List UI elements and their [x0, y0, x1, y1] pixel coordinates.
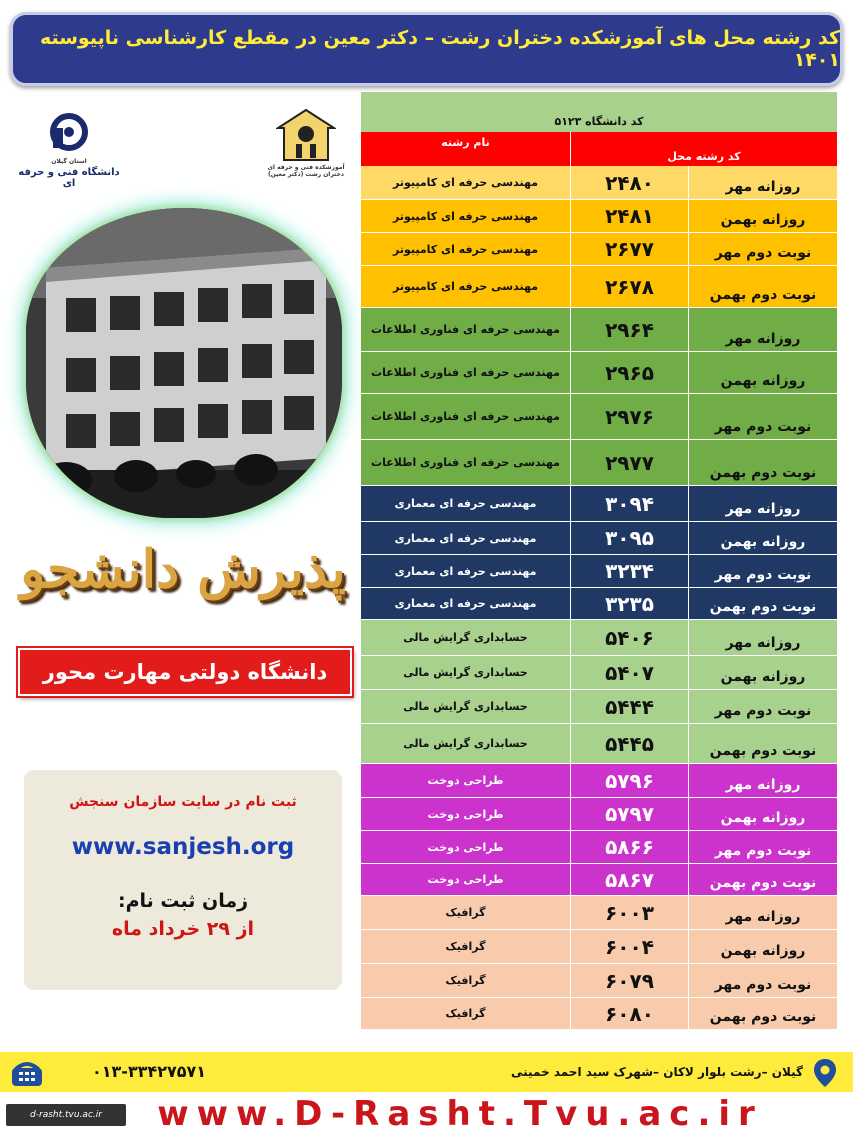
program-name: حسابداری گرایش مالی — [361, 656, 571, 689]
site-badge: d-rasht.tvu.ac.ir — [6, 1104, 126, 1126]
tvu-emblem-icon — [39, 108, 99, 156]
program-shift: روزانه بهمن — [720, 212, 806, 228]
program-code: ۳۲۳۴ — [571, 555, 689, 587]
programs-table — [361, 92, 837, 1050]
left-column — [0, 90, 360, 1050]
sanjesh-link[interactable]: www.sanjesh.org — [71, 834, 295, 860]
program-name: مهندسی حرفه ای کامپیوتر — [361, 233, 571, 265]
program-shift: نوبت دوم بهمن — [709, 465, 817, 481]
program-code: ۶۰۷۹ — [571, 964, 689, 997]
page-title: کد رشته محل های آموزشکده دختران رشت – دکتر معین در مقطع کارشناسی ناپیوسته ۱۴۰۱ — [39, 27, 840, 71]
program-name: مهندسی حرفه ای فناوری اطلاعات — [361, 440, 571, 485]
program-shift: روزانه بهمن — [720, 373, 806, 389]
program-code: ۳۰۹۴ — [571, 486, 689, 521]
table-row — [361, 233, 837, 266]
program-code: ۲۶۷۷ — [571, 233, 689, 265]
register-time: از ۲۹ خرداد ماه — [111, 918, 255, 940]
table-row — [361, 522, 837, 555]
program-shift: نوبت دوم بهمن — [709, 743, 817, 759]
program-name: حسابداری گرایش مالی — [361, 724, 571, 763]
program-shift: روزانه مهر — [725, 331, 801, 347]
program-name: مهندسی حرفه ای کامپیوتر — [361, 266, 571, 307]
program-code: ۵۴۰۶ — [571, 620, 689, 655]
program-name: گرافیک — [361, 998, 571, 1029]
admission-title: پذیرش دانشجو — [20, 539, 346, 600]
tvu-province: استان گیلان — [51, 158, 87, 165]
table-row — [361, 831, 837, 864]
program-code: ۵۸۶۷ — [571, 864, 689, 895]
program-shift: روزانه بهمن — [720, 810, 806, 826]
program-name: طراحی دوخت — [361, 798, 571, 830]
program-shift: روزانه مهر — [725, 179, 801, 195]
program-name: گرافیک — [361, 930, 571, 963]
program-shift: نوبت دوم مهر — [714, 977, 812, 993]
skill-university-text: دانشگاه دولتی مهارت محور — [42, 660, 328, 684]
table-row — [361, 166, 837, 200]
program-name: طراحی دوخت — [361, 864, 571, 895]
program-shift: روزانه بهمن — [720, 943, 806, 959]
program-shift: نوبت دوم مهر — [714, 245, 812, 261]
program-code: ۵۷۹۷ — [571, 798, 689, 830]
table-row — [361, 690, 837, 724]
program-name: مهندسی حرفه ای فناوری اطلاعات — [361, 308, 571, 351]
university-code-row — [361, 92, 837, 132]
table-row — [361, 764, 837, 798]
location-pin-icon — [813, 1058, 837, 1088]
table-row — [361, 896, 837, 930]
program-code: ۵۷۹۶ — [571, 764, 689, 797]
program-shift: نوبت دوم مهر — [714, 703, 812, 719]
table-row — [361, 656, 837, 690]
table-row — [361, 864, 837, 896]
table-header — [361, 132, 837, 166]
program-shift: نوبت دوم مهر — [714, 567, 812, 583]
program-code: ۲۴۸۱ — [571, 200, 689, 232]
footer-phone: ۰۱۳-۳۳۴۲۷۵۷۱ — [92, 1062, 207, 1081]
program-code: ۲۴۸۰ — [571, 166, 689, 199]
program-name: مهندسی حرفه ای فناوری اطلاعات — [361, 352, 571, 393]
program-shift: روزانه بهمن — [720, 669, 806, 685]
program-code: ۶۰۰۴ — [571, 930, 689, 963]
program-code: ۵۸۶۶ — [571, 831, 689, 863]
program-shift: نوبت دوم بهمن — [709, 287, 817, 303]
school-emblem-icon — [276, 108, 336, 162]
table-row — [361, 930, 837, 964]
program-shift: روزانه مهر — [725, 777, 801, 793]
table-body — [361, 166, 837, 1030]
table-row — [361, 964, 837, 998]
phone-icon — [10, 1056, 44, 1088]
program-shift: نوبت دوم بهمن — [709, 1009, 817, 1025]
program-shift: روزانه مهر — [725, 909, 801, 925]
program-code: ۲۹۷۶ — [571, 394, 689, 439]
site-url[interactable]: www.D-Rasht.Tvu.ac.ir — [157, 1094, 763, 1134]
table-row — [361, 486, 837, 522]
program-code: ۲۹۷۷ — [571, 440, 689, 485]
program-shift: روزانه مهر — [725, 635, 801, 651]
table-row — [361, 724, 837, 764]
tvu-logo — [14, 108, 124, 198]
program-shift: نوبت دوم مهر — [714, 843, 812, 859]
register-time-label: زمان ثبت نام: — [117, 890, 249, 912]
tvu-caption: دانشگاه فنی و حرفه ای — [18, 167, 120, 189]
program-code: ۲۶۷۸ — [571, 266, 689, 307]
program-name: مهندسی حرفه ای معماری — [361, 522, 571, 554]
program-shift: نوبت دوم بهمن — [709, 599, 817, 615]
footer-bar — [0, 1052, 853, 1092]
footer-address: گیلان –رشت بلوار لاکان –شهرک سید احمد خمینی — [511, 1065, 803, 1079]
program-name: مهندسی حرفه ای معماری — [361, 486, 571, 521]
program-name: مهندسی حرفه ای کامپیوتر — [361, 200, 571, 232]
program-code: ۵۴۰۷ — [571, 656, 689, 689]
building-illustration — [26, 208, 342, 518]
building-photo — [26, 208, 342, 518]
program-name: مهندسی حرفه ای کامپیوتر — [361, 166, 571, 199]
bottom-strip — [0, 1092, 853, 1137]
table-row — [361, 200, 837, 233]
program-name: گرافیک — [361, 896, 571, 929]
program-code: ۶۰۰۳ — [571, 896, 689, 929]
program-name: مهندسی حرفه ای معماری — [361, 555, 571, 587]
table-row — [361, 998, 837, 1030]
program-name: مهندسی حرفه ای فناوری اطلاعات — [361, 394, 571, 439]
table-row — [361, 440, 837, 486]
skill-university-banner — [18, 648, 352, 696]
program-name: مهندسی حرفه ای معماری — [361, 588, 571, 619]
table-row — [361, 798, 837, 831]
program-name: حسابداری گرایش مالی — [361, 620, 571, 655]
table-row — [361, 620, 837, 656]
program-code: ۵۴۴۴ — [571, 690, 689, 723]
program-code: ۲۹۶۴ — [571, 308, 689, 351]
register-on-text: ثبت نام در سایت سازمان سنجش — [69, 794, 297, 810]
program-code: ۶۰۸۰ — [571, 998, 689, 1029]
school-caption: آموزشکده فنی و حرفه ای دختران رشت (دکتر معین) — [267, 164, 345, 178]
header-name: نام رشته — [361, 132, 571, 166]
program-shift: روزانه مهر — [725, 501, 801, 517]
program-shift: روزانه بهمن — [720, 534, 806, 550]
program-code: ۵۴۴۵ — [571, 724, 689, 763]
program-name: حسابداری گرایش مالی — [361, 690, 571, 723]
table-row — [361, 555, 837, 588]
table-row — [361, 308, 837, 352]
table-row — [361, 588, 837, 620]
school-logo — [262, 108, 350, 198]
header-code: کد رشته محل — [667, 150, 741, 163]
program-shift: نوبت دوم بهمن — [709, 875, 817, 891]
registration-box — [24, 770, 342, 990]
table-row — [361, 394, 837, 440]
program-code: ۲۹۶۵ — [571, 352, 689, 393]
program-name: گرافیک — [361, 964, 571, 997]
program-shift: نوبت دوم مهر — [714, 419, 812, 435]
program-code: ۳۲۳۵ — [571, 588, 689, 619]
table-row — [361, 266, 837, 308]
program-code: ۳۰۹۵ — [571, 522, 689, 554]
program-name: طراحی دوخت — [361, 764, 571, 797]
page-title-banner — [10, 12, 843, 86]
table-row — [361, 352, 837, 394]
university-code: کد دانشگاه ۵۱۲۳ — [554, 115, 644, 128]
program-name: طراحی دوخت — [361, 831, 571, 863]
